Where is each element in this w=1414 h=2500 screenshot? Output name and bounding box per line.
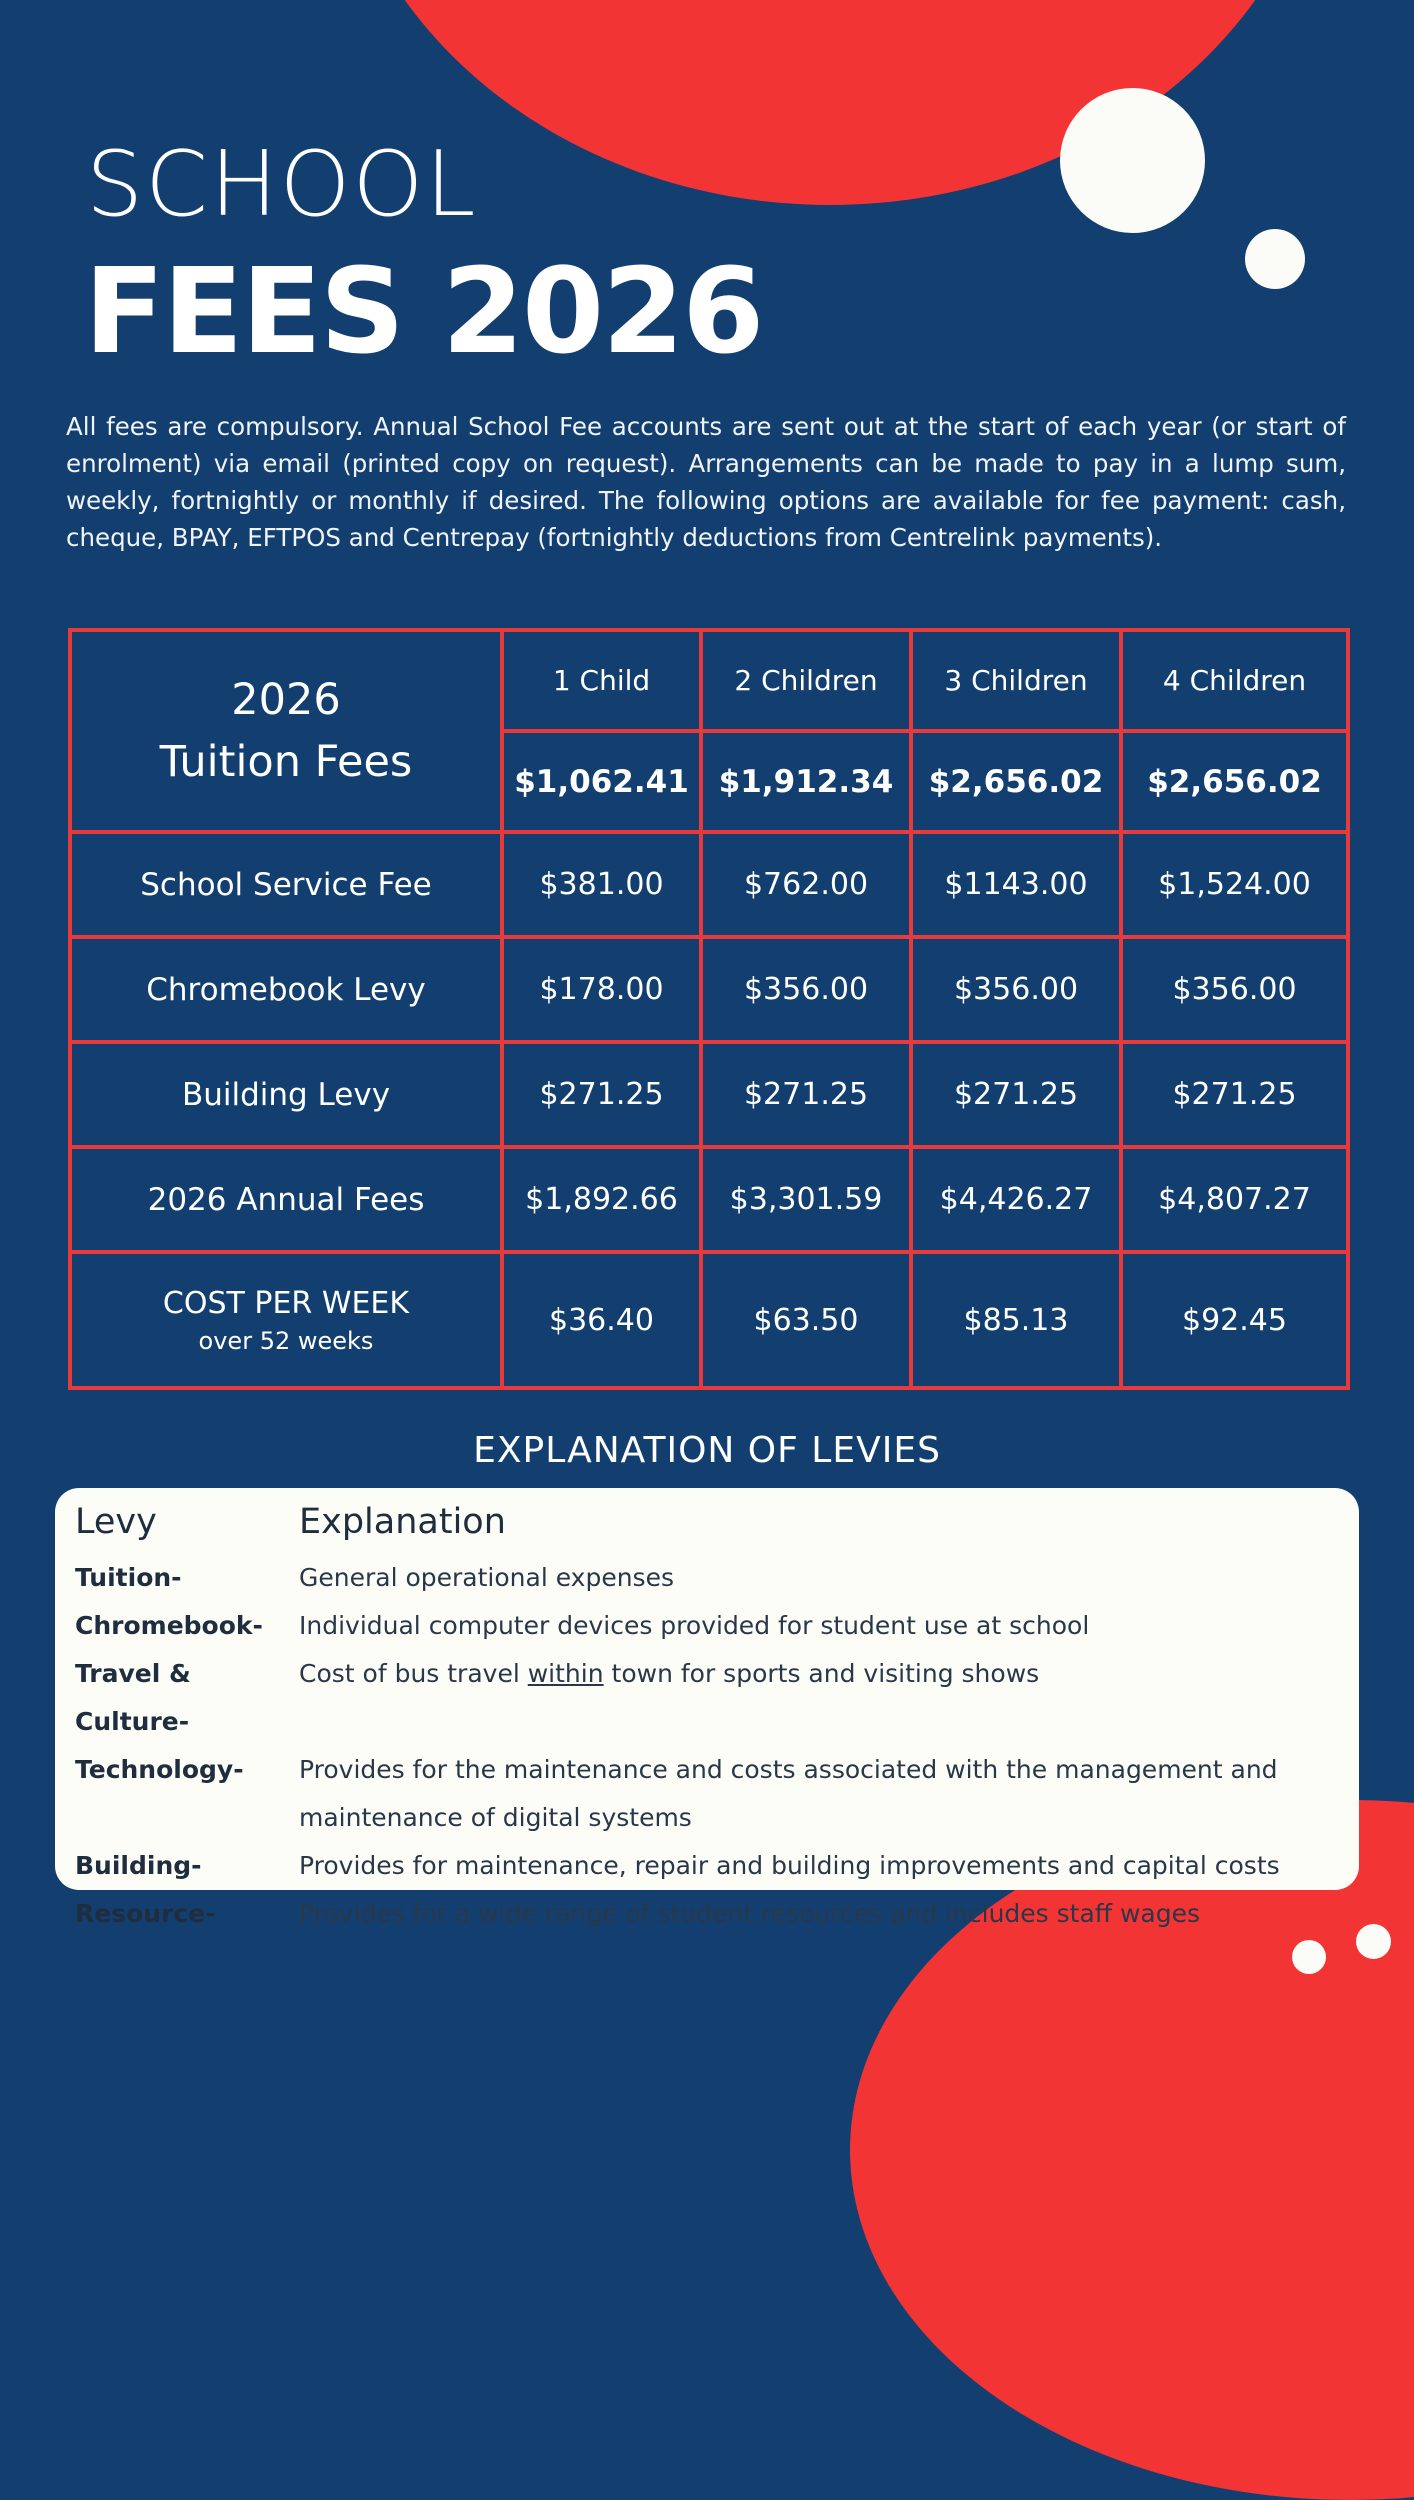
table-title-year: 2026 xyxy=(231,675,341,725)
list-item xyxy=(75,1554,1345,1602)
column-header: 3 Children xyxy=(911,630,1121,731)
explanation-heading: EXPLANATION OF LEVIES xyxy=(473,1430,941,1471)
column-header: 4 Children xyxy=(1121,630,1348,731)
levy-name: Building- xyxy=(75,1851,202,1880)
fee-value: $1143.00 xyxy=(911,832,1121,937)
fee-value: $271.25 xyxy=(701,1042,911,1147)
list-item xyxy=(75,1842,1345,1890)
levy-explanation: Provides for a wide range of student resources and includes staff wages xyxy=(299,1899,1200,1928)
explanation-text-before: Cost of bus travel xyxy=(299,1659,528,1688)
weekly-value: $85.13 xyxy=(911,1252,1121,1388)
fee-value: $356.00 xyxy=(701,937,911,1042)
table-row xyxy=(70,937,1348,1042)
tuition-value: $1,062.41 xyxy=(502,731,701,832)
list-item xyxy=(75,1890,1345,1938)
cost-per-week-row xyxy=(70,1252,1348,1388)
fee-value: $1,892.66 xyxy=(502,1147,701,1252)
decorative-white-dot-bottom-1 xyxy=(1292,1940,1326,1974)
explanation-underlined-word: within xyxy=(527,1659,604,1688)
list-item xyxy=(75,1650,1345,1746)
intro-paragraph: All fees are compulsory. Annual School Fee accounts are sent out at the start of each year (or start of enrolment) via email (printed copy on request). Arrangements can be made to pay in a lump sum, weekly, fortnightly or monthly if desired. The following options are available for fee payment: cash, cheque, BPAY, EFTPOS and Centrepay (fortnightly deductions from Centrelink payments). xyxy=(66,412,1346,552)
levy-explanation: Provides for maintenance, repair and building improvements and capital costs xyxy=(299,1851,1280,1880)
levy-explanation: Provides for the maintenance and costs associated with the management and xyxy=(299,1755,1278,1784)
levy-explanation xyxy=(299,1650,1345,1746)
decorative-white-circle-large xyxy=(1060,88,1205,233)
table-row xyxy=(70,832,1348,937)
fees-table xyxy=(68,628,1350,1390)
column-header: 1 Child xyxy=(502,630,701,731)
fee-value: $1,524.00 xyxy=(1121,832,1348,937)
fee-value: $4,426.27 xyxy=(911,1147,1121,1252)
levy-explanation: maintenance of digital systems xyxy=(299,1803,692,1832)
explanation-list xyxy=(75,1554,1345,1938)
levy-name xyxy=(75,1794,299,1842)
levy-column-header: Levy xyxy=(75,1502,157,1542)
weekly-value: $36.40 xyxy=(502,1252,701,1388)
fee-value: $271.25 xyxy=(502,1042,701,1147)
levy-name: Technology- xyxy=(75,1755,244,1784)
table-row xyxy=(70,1147,1348,1252)
fee-value: $356.00 xyxy=(1121,937,1348,1042)
cost-per-week-title: COST PER WEEK xyxy=(162,1285,410,1321)
fee-value: $381.00 xyxy=(502,832,701,937)
levy-explanation: Individual computer devices provided for student use at school xyxy=(299,1611,1090,1640)
table-title-label: Tuition Fees xyxy=(159,737,413,787)
levy-explanation: General operational expenses xyxy=(299,1563,674,1592)
cost-per-week-subtitle: over 52 weeks xyxy=(198,1326,374,1355)
tuition-value: $1,912.34 xyxy=(701,731,911,832)
decorative-white-circle-small xyxy=(1245,229,1305,289)
levy-name: Chromebook- xyxy=(75,1611,263,1640)
decorative-white-dot-bottom-2 xyxy=(1356,1924,1391,1959)
row-label: Building Levy xyxy=(70,1042,502,1147)
fee-value: $4,807.27 xyxy=(1121,1147,1348,1252)
explanation-column-header: Explanation xyxy=(299,1502,506,1542)
fee-value: $178.00 xyxy=(502,937,701,1042)
fee-value: $271.25 xyxy=(1121,1042,1348,1147)
fee-value: $271.25 xyxy=(911,1042,1121,1147)
list-item xyxy=(75,1794,1345,1842)
explanation-text-after: town for sports and visiting shows xyxy=(603,1659,1040,1688)
table-title-cell xyxy=(70,630,502,832)
table-row xyxy=(70,1042,1348,1147)
page-title-line1: SCHOOL xyxy=(86,132,478,237)
cost-per-week-label xyxy=(70,1252,502,1388)
row-label: School Service Fee xyxy=(70,832,502,937)
fee-value: $3,301.59 xyxy=(701,1147,911,1252)
explanation-panel xyxy=(55,1488,1359,1928)
row-label: 2026 Annual Fees xyxy=(70,1147,502,1252)
levy-name: Travel & Culture- xyxy=(75,1659,191,1736)
table-header-row xyxy=(70,630,1348,731)
list-item xyxy=(75,1746,1345,1794)
tuition-value: $2,656.02 xyxy=(1121,731,1348,832)
page-title-line2: FEES 2026 xyxy=(84,242,763,380)
fee-value: $356.00 xyxy=(911,937,1121,1042)
levy-name: Resource- xyxy=(75,1899,216,1928)
levy-name: Tuition- xyxy=(75,1563,182,1592)
row-label: Chromebook Levy xyxy=(70,937,502,1042)
list-item xyxy=(75,1602,1345,1650)
column-header: 2 Children xyxy=(701,630,911,731)
weekly-value: $63.50 xyxy=(701,1252,911,1388)
weekly-value: $92.45 xyxy=(1121,1252,1348,1388)
fee-value: $762.00 xyxy=(701,832,911,937)
tuition-value: $2,656.02 xyxy=(911,731,1121,832)
